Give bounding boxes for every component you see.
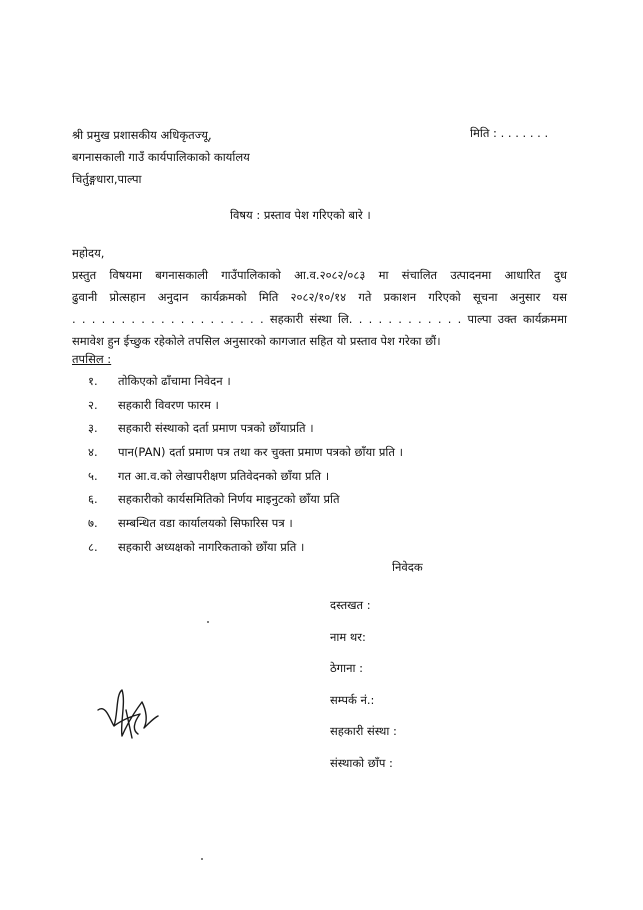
tapsil-item [88, 540, 403, 564]
tapsil-item-text: तोकिएको ढाँचामा निवेदन । [118, 374, 231, 388]
body-line: ढुवानी प्रोत्सहान अनुदान कार्यक्रमको मिति २०८२/१०/१४ गते प्रकाशन गरिएको सूचना अनुसार यस [72, 290, 567, 304]
tapsil-item [88, 421, 403, 445]
signature-field: दस्तखत : [330, 598, 371, 612]
contact-field: सम्पर्क नं.: [330, 692, 375, 707]
tapsil-heading: तपसिल : [72, 352, 112, 366]
tapsil-item [88, 398, 403, 422]
stamp-field: संस्थाको छाँप : [330, 755, 393, 770]
tapsil-item-number: ५. [88, 468, 98, 483]
scan-speck [201, 858, 203, 860]
tapsil-item-number: ६. [88, 492, 98, 507]
body-line: . . . . . . . . . . . . . . . . . . . . सहकारी संस्था लि. . . . . . . . . . . . पाल्पा उक्त कार्यक्रममा [72, 312, 567, 326]
recipient-title: श्री प्रमुख प्रशासकीय अधिकृतज्यू, [72, 128, 212, 142]
tapsil-item-text: सहकारी विवरण फारम । [118, 397, 219, 412]
salutation: महोदय, [72, 246, 105, 260]
tapsil-item-number: ७. [88, 516, 98, 531]
tapsil-item [88, 374, 403, 398]
date-line: मिति : . . . . . . . [470, 126, 549, 140]
tapsil-list [88, 374, 403, 564]
tapsil-item-text: सहकारी अध्यक्षको नागरिकताको छाँया प्रति । [118, 539, 305, 554]
scan-speck [207, 621, 209, 623]
body-line: प्रस्तुत विषयमा बगनासकाली गाउँपालिकाको आ.व.२०८२/०८३ मा संचालित उत्पादनमा आधारित दुध [72, 268, 567, 282]
tapsil-item-text: पान(PAN) दर्ता प्रमाण पत्र तथा कर चुक्ता प्रमाण पत्रको छाँया प्रति । [118, 445, 403, 460]
tapsil-item-number: ३. [88, 421, 98, 436]
cooperative-field: सहकारी संस्था : [330, 724, 397, 738]
recipient-office: बगनासकाली गाउँ कार्यपालिकाको कार्यालय [72, 150, 250, 164]
handwritten-signature [92, 680, 162, 750]
tapsil-item-number: ४. [88, 445, 98, 460]
recipient-address: चिर्तुङ्गधारा,पाल्पा [72, 172, 142, 186]
name-field: नाम थर: [330, 629, 366, 644]
tapsil-item-number: ८. [88, 539, 98, 554]
tapsil-item-text: गत आ.व.को लेखापरीक्षण प्रतिवेदनको छाँया प्रति । [118, 468, 330, 483]
tapsil-item-text: सहकारी संस्थाको दर्ता प्रमाण पत्रको छाँयाप्रति । [118, 421, 314, 436]
applicant-fields [330, 598, 397, 787]
tapsil-item [88, 516, 403, 540]
body-line: समावेश हुन ईच्छुक रहेकोले तपसिल अनुसारको कागजात सहित यो प्रस्ताव पेश गरेका छौं। [72, 334, 441, 348]
tapsil-item [88, 445, 403, 469]
applicant-label: निवेदक [392, 560, 423, 574]
tapsil-item-number: १. [88, 374, 98, 388]
tapsil-item-text: सम्बन्धित वडा कार्यालयको सिफारिस पत्र । [118, 516, 293, 531]
tapsil-item [88, 492, 403, 516]
subject-line: विषय : प्रस्ताव पेश गरिएको बारे । [230, 208, 371, 222]
tapsil-item-text: सहकारीको कार्यसमितिको निर्णय माइनुटको छाँया प्रति [118, 492, 340, 507]
tapsil-item [88, 469, 403, 493]
address-field: ठेगाना : [330, 661, 364, 675]
letter-body [72, 242, 567, 352]
tapsil-item-number: २. [88, 397, 98, 412]
recipient-block [72, 124, 250, 190]
